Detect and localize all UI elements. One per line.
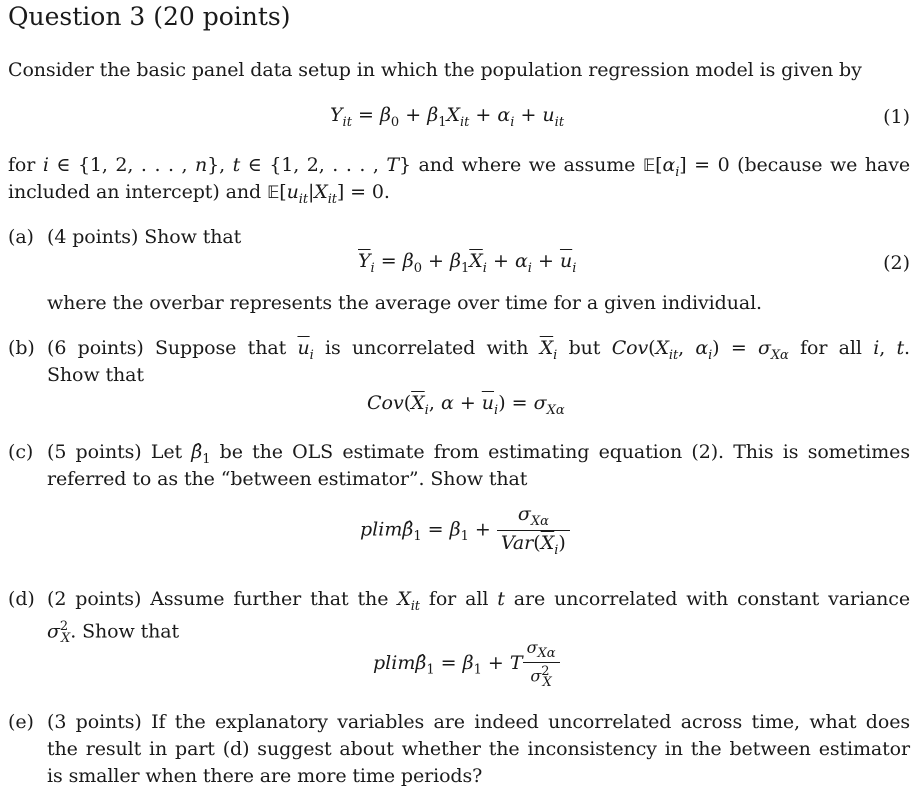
part-e-label: (e) <box>8 711 34 733</box>
intro-line-2: for i ∈ {1, 2, . . . , n}, t ∈ {1, 2, . . . , T} and where we assume $𝔼[\alpha_i] = 0$ (because we have <box>8 154 910 180</box>
intro-line-3-a: included an intercept) and <box>8 181 262 203</box>
part-b-text-1b: is uncorrelated with <box>325 337 529 359</box>
part-c-text-2: referred to as the “between estimator”. Show that <box>47 468 528 490</box>
part-a-label: (a) <box>8 226 34 248</box>
intro-line-3: included an intercept) and $𝔼[u_{it}|X_{it}] = 0$. <box>8 181 390 207</box>
equation-2-number: (2) <box>883 252 910 274</box>
part-a-text-1: (4 points) Show that <box>47 226 242 248</box>
part-d-text-1a: (2 points) Assume further that the <box>47 588 389 610</box>
intro-line-1: Consider the basic panel data setup in which the population regression model is given by <box>8 59 862 81</box>
part-d-text-1c: are uncorrelated with constant variance <box>513 588 910 610</box>
intro-line-3-b: = 0. <box>350 181 390 203</box>
part-b-label: (b) <box>8 337 35 359</box>
equation-d: $plim\betâ_1 = \beta_1 + T$ $\frac{\sigma_{X\alpha}}{\sigma^2_X}$ <box>373 638 560 690</box>
part-e-line-3: is smaller when there are more time periods? <box>47 765 483 787</box>
equation-1-number: (1) <box>883 106 910 128</box>
part-c-text-1b: be the OLS estimate from estimating equation (2). This is sometimes <box>219 441 910 463</box>
part-a-text-2: where the overbar represents the average over time for a given individual. <box>47 292 762 314</box>
part-b-text-1c: but <box>568 337 601 359</box>
part-b-line-1: (6 points) Suppose that $\overline{u}_i$ is uncorrelated with $\overline{X}_i$ but $Cov(X_{it}$, $\alpha_i) = \sigma_{X\alpha}$ for all i, t. <box>47 337 910 363</box>
part-c-text-1a: (5 points) Let <box>47 441 183 463</box>
intro-line-2-b: (because we have <box>737 154 910 176</box>
equation-1: $Y_{it} = \beta_0 + \beta_1X_{it} + \alpha_i + u_{it}$ <box>330 104 565 130</box>
part-e-line-2: the result in part (d) suggest about whether the inconsistency in the between estimator <box>47 738 910 760</box>
part-b-text-1a: (6 points) Suppose that <box>47 337 287 359</box>
part-b-text-1d: for all <box>800 337 862 359</box>
part-c-label: (c) <box>8 441 34 463</box>
part-c-line-1: (5 points) Let $\betâ_1$ be the OLS estimate from estimating equation (2). This is sometimes <box>47 441 910 467</box>
part-d-line-1: (2 points) Assume further that the $X_{it}$ for all t are uncorrelated with constant variance <box>47 588 910 614</box>
part-e-line-1: (3 points) If the explanatory variables are indeed uncorrelated across time, what does <box>47 711 910 733</box>
part-d-label: (d) <box>8 588 35 610</box>
part-d-text-1b: for all <box>428 588 489 610</box>
equation-2: $\overline{Y}_i = \beta_0 + \beta_1\overline{X}_i + \alpha_i + \overline{u}_i$ <box>358 250 577 276</box>
part-d-line-2: $\sigma^2_X$. Show that <box>47 619 180 647</box>
part-d-text-2: . Show that <box>70 620 180 643</box>
part-b-text-2: Show that <box>47 364 144 386</box>
intro-line-2-a: for <box>8 154 36 176</box>
equation-c: $plim\betâ_1 = \beta_1$ + $\frac{\sigma_{X\alpha}}{Var(\overline{X}_i)}$ <box>360 503 570 558</box>
question-title: Question 3 (20 points) <box>8 2 291 31</box>
equation-b: $Cov(\overline{X}_i$, $\alpha + \overline{u}_i) = \sigma_{X\alpha}$ <box>367 392 565 418</box>
